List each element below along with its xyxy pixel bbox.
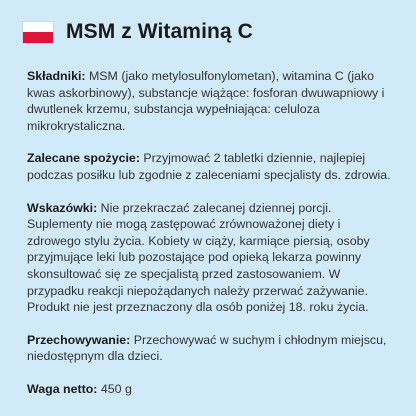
warnings-label: Wskazówki: (27, 200, 98, 215)
label-content (27, 68, 397, 414)
ingredients-label: Składniki: (27, 69, 86, 83)
page-title: MSM z Witaminą C (66, 20, 253, 43)
flag-red-stripe (23, 32, 53, 43)
storage-text: Przechowywać w suchym i chłodnym miejscu, niedostępnym dla dzieci. (27, 332, 387, 364)
header (23, 20, 253, 44)
poland-flag-icon (23, 22, 53, 43)
storage-section (27, 332, 397, 365)
recommended-dose-section (27, 150, 397, 183)
warnings-text: Nie przekraczać zalecanej dziennej porcji. Suplementy nie mogą zastępować zrównoważonej diety i zdrowego stylu życia. Kobiety w ciąży, karmiące piersią, osoby przyjmujące leki lub pozostające pod opieką lekarza powinny skonsultować się ze specjalistą przed zastosowaniem. W przypadku reakcji niepożądanych należy przerwać zażywanie. Produkt nie jest przeznaczony dla osób poniżej 18. roku życia. (27, 200, 370, 315)
recommended-dose-text: Przyjmować 2 tabletki dziennie, najlepiej podczas posiłku lub zgodnie z zaleceniami specjalisty ds. zdrowia. (27, 151, 391, 182)
flag-white-stripe (23, 22, 53, 33)
net-weight-text: 450 g (97, 381, 132, 396)
ingredients-text: MSM (jako metylosulfonylometan), witamina C (jako kwas askorbinowy), substancje wiążące: fosforan dwuwapniowy i dwutlenek krzemu, substancja wypełniająca: celuloza mikrokrystaliczna. (27, 69, 385, 133)
net-weight-label: Waga netto: (27, 381, 98, 396)
recommended-dose-label: Zalecane spożycie: (27, 151, 140, 166)
warnings-section (27, 200, 397, 316)
storage-label: Przechowywanie: (27, 332, 131, 347)
ingredients-section (27, 68, 397, 134)
net-weight-section (27, 381, 397, 398)
